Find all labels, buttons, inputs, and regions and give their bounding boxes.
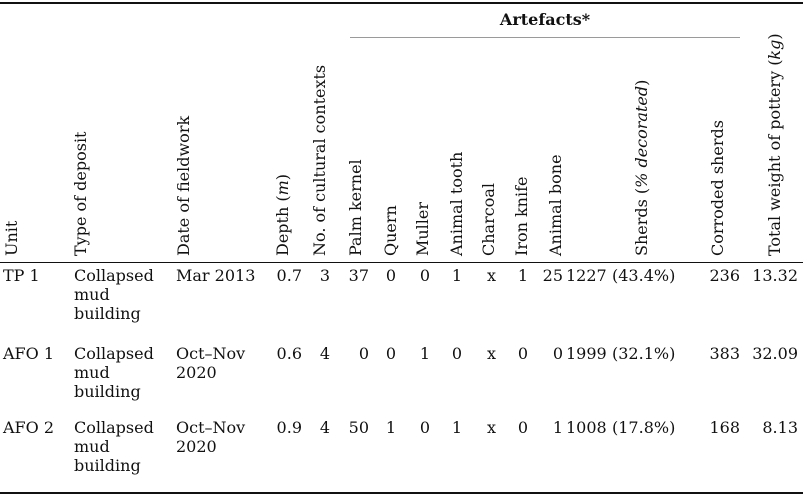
header-sherds: Sherds (% decorated)	[632, 79, 651, 256]
cell-date: Oct–Nov 2020	[176, 418, 246, 456]
cell-charcoal: x	[486, 266, 496, 285]
cell-weight: 13.32	[752, 266, 798, 285]
header-type-of-deposit: Type of deposit	[71, 131, 90, 256]
cell-corroded: 168	[709, 418, 740, 437]
cell-decorated-pct: (17.8%)	[612, 418, 676, 437]
header-date-of-fieldwork: Date of fieldwork	[174, 115, 193, 256]
cell-tooth: 1	[451, 418, 462, 437]
artefacts-group-header: Artefacts*	[499, 10, 591, 29]
cell-depth: 0.7	[276, 266, 302, 285]
header-palm-kernel: Palm kernel	[346, 159, 365, 256]
cell-quern: 0	[385, 344, 396, 363]
header-quern: Quern	[381, 205, 400, 256]
cell-palm: 37	[348, 266, 369, 285]
cell-knife: 0	[517, 418, 528, 437]
cell-depth: 0.9	[276, 418, 302, 437]
cell-tooth: 0	[451, 344, 462, 363]
cell-corroded: 383	[709, 344, 740, 363]
cell-unit: AFO 1	[3, 344, 55, 363]
cell-date: Mar 2013	[176, 266, 256, 285]
cell-weight: 8.13	[762, 418, 798, 437]
header-depth: Depth (m)	[273, 173, 292, 256]
header-animal-tooth: Animal tooth	[447, 151, 466, 256]
header-total-weight: Total weight of pottery (kg)	[765, 33, 784, 256]
cell-corroded: 236	[709, 266, 740, 285]
cell-depth: 0.6	[276, 344, 302, 363]
cell-decorated-pct: (32.1%)	[612, 344, 676, 363]
header-unit: Unit	[2, 220, 21, 256]
cell-palm: 0	[358, 344, 369, 363]
cell-contexts: 4	[319, 344, 330, 363]
header-cultural-contexts: No. of cultural contexts	[310, 64, 329, 256]
bottom-rule	[0, 492, 803, 494]
cell-bone: 0	[552, 344, 563, 363]
header-muller: Muller	[413, 201, 432, 256]
header-animal-bone: Animal bone	[546, 154, 565, 256]
header-iron-knife: Iron knife	[512, 176, 531, 256]
cell-sherds: 1227	[566, 266, 607, 285]
cell-quern: 0	[385, 266, 396, 285]
cell-knife: 1	[517, 266, 528, 285]
cell-bone: 1	[552, 418, 563, 437]
cell-tooth: 1	[451, 266, 462, 285]
cell-muller: 1	[419, 344, 430, 363]
cell-weight: 32.09	[752, 344, 798, 363]
cell-deposit: Collapsed mud building	[74, 418, 154, 475]
header-corroded-sherds: Corroded sherds	[708, 120, 727, 256]
cell-quern: 1	[385, 418, 396, 437]
cell-deposit: Collapsed mud building	[74, 344, 154, 401]
cell-muller: 0	[419, 418, 430, 437]
cell-decorated-pct: (43.4%)	[612, 266, 676, 285]
cell-deposit: Collapsed mud building	[74, 266, 154, 323]
cell-sherds: 1999	[566, 344, 607, 363]
cell-unit: AFO 2	[3, 418, 55, 437]
cell-contexts: 4	[319, 418, 330, 437]
cell-charcoal: x	[486, 344, 496, 363]
header-charcoal: Charcoal	[479, 183, 498, 256]
cell-bone: 25	[542, 266, 563, 285]
cell-knife: 0	[517, 344, 528, 363]
cell-date: Oct–Nov 2020	[176, 344, 246, 382]
cell-unit: TP 1	[3, 266, 40, 285]
cell-contexts: 3	[319, 266, 330, 285]
cell-palm: 50	[348, 418, 369, 437]
header-rule	[0, 262, 803, 263]
cell-charcoal: x	[486, 418, 496, 437]
cell-muller: 0	[419, 266, 430, 285]
cell-sherds: 1008	[566, 418, 607, 437]
